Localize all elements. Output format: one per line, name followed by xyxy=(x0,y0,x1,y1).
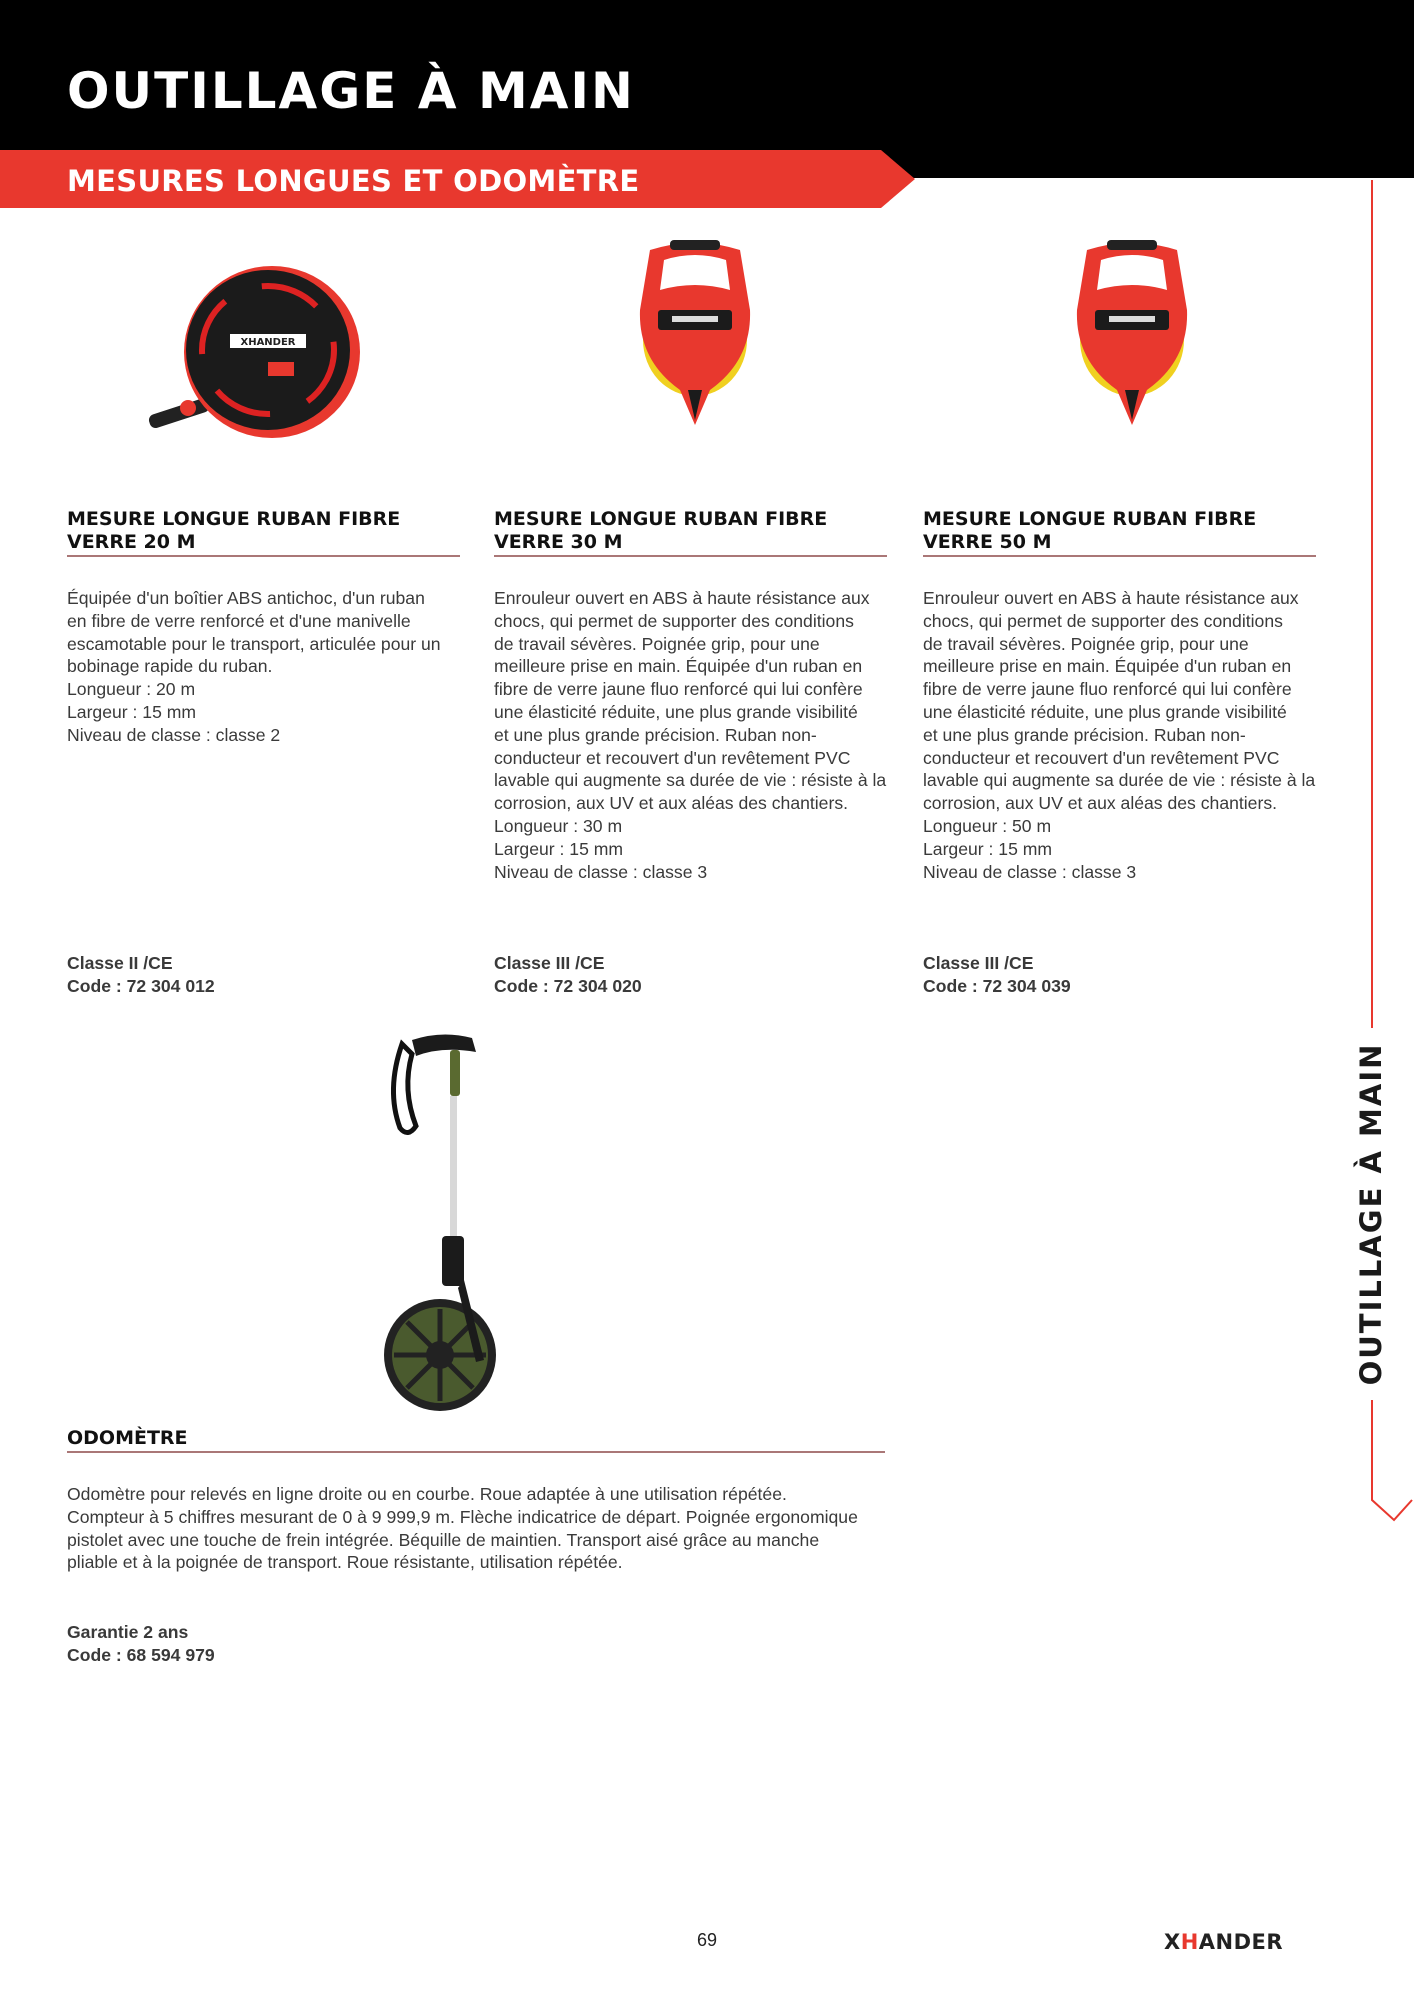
description-line: en fibre de verre renforcé et d'une manivelle xyxy=(67,610,411,631)
product-image-odometer xyxy=(372,1030,512,1420)
brand-logo xyxy=(1164,1930,1283,1954)
product-title-30m xyxy=(494,508,887,554)
product-class: Classe III /CE xyxy=(923,953,1034,973)
spec-width: Largeur : 15 mm xyxy=(67,701,197,722)
product-description-30m xyxy=(494,587,894,883)
product-image-tape-30m xyxy=(630,240,760,430)
product-code: Code : 72 304 020 xyxy=(494,976,642,996)
odometer-warranty: Garantie 2 ans xyxy=(67,1622,189,1642)
description-line: bobinage rapide du ruban. xyxy=(67,656,273,677)
product-class: Classe III /CE xyxy=(494,953,605,973)
description-line: meilleure prise en main. Équipée d'un ruban en xyxy=(923,656,1292,677)
description-line: une élasticité réduite, une plus grande visibilité xyxy=(923,701,1287,722)
odometer-title: ODOMÈTRE xyxy=(67,1427,188,1449)
description-line: Enrouleur ouvert en ABS à haute résistance aux xyxy=(494,588,870,608)
product-meta-20m xyxy=(67,952,215,998)
page-title: OUTILLAGE À MAIN xyxy=(67,62,635,120)
description-line: Odomètre pour relevés en ligne droite ou en courbe. Roue adaptée à une utilisation répétée. xyxy=(67,1484,787,1504)
title-line: MESURE LONGUE RUBAN FIBRE xyxy=(494,508,828,530)
title-divider xyxy=(923,555,1316,557)
product-title-20m xyxy=(67,508,460,554)
title-line: VERRE 50 M xyxy=(923,531,1052,553)
title-line: MESURE LONGUE RUBAN FIBRE xyxy=(923,508,1257,530)
description-line: et une plus grande précision. Ruban non- xyxy=(494,724,817,745)
side-rule-top xyxy=(1371,180,1373,1028)
description-line: Compteur à 5 chiffres mesurant de 0 à 9 999,9 m. Flèche indicatrice de départ. Poignée ergonomique xyxy=(67,1506,858,1527)
odometer-divider xyxy=(67,1451,885,1453)
description-line: et une plus grande précision. Ruban non- xyxy=(923,724,1246,745)
description-line: Équipée d'un boîtier ABS antichoc, d'un ruban xyxy=(67,588,425,608)
title-divider xyxy=(494,555,887,557)
spec-class-level: Niveau de classe : classe 3 xyxy=(923,861,1137,882)
spec-class-level: Niveau de classe : classe 2 xyxy=(67,724,281,745)
title-line: VERRE 20 M xyxy=(67,531,196,553)
description-line: Enrouleur ouvert en ABS à haute résistance aux xyxy=(923,588,1299,608)
description-line: chocs, qui permet de supporter des conditions xyxy=(923,610,1283,631)
description-line: lavable qui augmente sa durée de vie : résiste à la xyxy=(494,770,887,791)
description-line: une élasticité réduite, une plus grande visibilité xyxy=(494,701,858,722)
description-line: conducteur et recouvert d'un revêtement PVC xyxy=(494,747,851,768)
title-line: VERRE 30 M xyxy=(494,531,623,553)
product-description-20m xyxy=(67,587,467,747)
odometer-meta xyxy=(67,1621,215,1667)
label-brand-text: XHANDER xyxy=(240,337,296,348)
description-line: corrosion, aux UV et aux aléas des chantiers. xyxy=(923,793,1278,814)
description-line: fibre de verre jaune fluo renforcé qui lui confère xyxy=(923,679,1292,700)
side-arrow-icon xyxy=(1370,1480,1414,1522)
spec-class-level: Niveau de classe : classe 3 xyxy=(494,861,708,882)
description-line: meilleure prise en main. Équipée d'un ruban en xyxy=(494,656,863,677)
spec-width: Largeur : 15 mm xyxy=(494,838,624,859)
description-line: corrosion, aux UV et aux aléas des chantiers. xyxy=(494,793,849,814)
side-rule-bottom xyxy=(1371,1400,1373,1482)
product-meta-50m xyxy=(923,952,1071,998)
product-code: Code : 72 304 012 xyxy=(67,976,215,996)
spec-length: Longueur : 50 m xyxy=(923,815,1052,836)
description-line: escamotable pour le transport, articulée pour un xyxy=(67,633,441,654)
product-image-tape-20m xyxy=(140,258,370,448)
description-line: pistolet avec une touche de frein intégrée. Béquille de maintien. Transport aisé grâce au manche xyxy=(67,1529,820,1550)
brand-prefix: X xyxy=(1164,1930,1181,1954)
product-code: Code : 72 304 039 xyxy=(923,976,1071,996)
spec-length: Longueur : 20 m xyxy=(67,679,196,700)
description-line: chocs, qui permet de supporter des conditions xyxy=(494,610,854,631)
description-line: pliable et à la poignée de transport. Roue résistante, utilisation répétée. xyxy=(67,1552,623,1573)
product-image-tape-50m xyxy=(1067,240,1197,430)
page-number: 69 xyxy=(696,1930,718,1950)
odometer-description xyxy=(67,1483,907,1574)
title-line: MESURE LONGUE RUBAN FIBRE xyxy=(67,508,401,530)
title-divider xyxy=(67,555,460,557)
brand-suffix: ANDER xyxy=(1198,1930,1284,1954)
odometer-code: Code : 68 594 979 xyxy=(67,1645,215,1665)
spec-length: Longueur : 30 m xyxy=(494,815,623,836)
product-title-50m xyxy=(923,508,1316,554)
description-line: de travail sévères. Poignée grip, pour une xyxy=(494,633,820,654)
description-line: de travail sévères. Poignée grip, pour une xyxy=(923,633,1249,654)
description-line: fibre de verre jaune fluo renforcé qui lui confère xyxy=(494,679,863,700)
description-line: lavable qui augmente sa durée de vie : résiste à la xyxy=(923,770,1316,791)
spec-width: Largeur : 15 mm xyxy=(923,838,1053,859)
section-title: MESURES LONGUES ET ODOMÈTRE xyxy=(67,164,640,198)
side-tab-label: OUTILLAGE À MAIN xyxy=(1354,1042,1388,1386)
description-line: conducteur et recouvert d'un revêtement PVC xyxy=(923,747,1280,768)
product-meta-30m xyxy=(494,952,642,998)
product-description-50m xyxy=(923,587,1323,883)
product-class: Classe II /CE xyxy=(67,953,173,973)
brand-accent: H xyxy=(1180,1930,1199,1954)
